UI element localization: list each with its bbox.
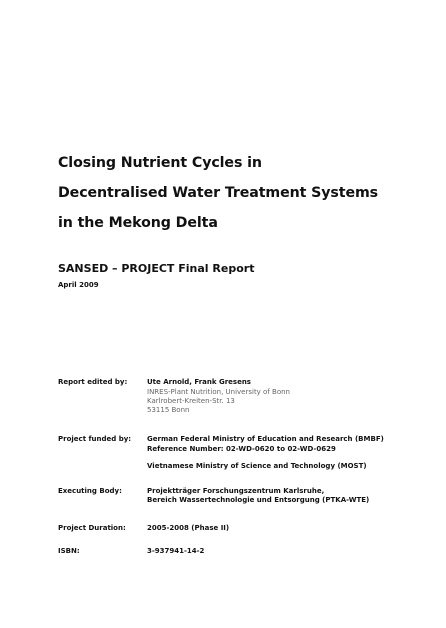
funding-reference: Reference Number: 02-WD-0620 to 02-WD-0629 — [147, 445, 336, 453]
report-subtitle: SANSED – PROJECT Final Report — [58, 262, 255, 275]
duration-label: Project Duration: — [58, 524, 126, 532]
edited-by-label: Report edited by: — [58, 378, 128, 386]
funder-bmbf: German Federal Ministry of Education and Research (BMBF) — [147, 435, 384, 443]
funded-by-label: Project funded by: — [58, 435, 132, 443]
executing-body-line-1: Projektträger Forschungszentrum Karlsruhe, — [147, 487, 325, 495]
editors-names: Ute Arnold, Frank Gresens — [147, 378, 251, 386]
isbn-value: 3-937941-14-2 — [147, 547, 205, 555]
title-line-2: Decentralised Water Treatment Systems — [58, 185, 378, 201]
duration-value: 2005-2008 (Phase II) — [147, 524, 230, 532]
title-line-3: in the Mekong Delta — [58, 215, 218, 231]
editors-street: Karlrobert-Kreiten-Str. 13 — [147, 397, 235, 405]
title-line-1: Closing Nutrient Cycles in — [58, 155, 262, 171]
editors-institute: INRES-Plant Nutrition, University of Bonn — [147, 388, 290, 396]
editors-city: 53115 Bonn — [147, 406, 190, 414]
isbn-label: ISBN: — [58, 547, 80, 555]
executing-body-line-2: Bereich Wassertechnologie und Entsorgung (PTKA-WTE) — [147, 496, 370, 504]
funder-most: Vietnamese Ministry of Science and Technology (MOST) — [147, 462, 367, 470]
report-date: April 2009 — [58, 281, 99, 289]
executing-body-label: Executing Body: — [58, 487, 122, 495]
